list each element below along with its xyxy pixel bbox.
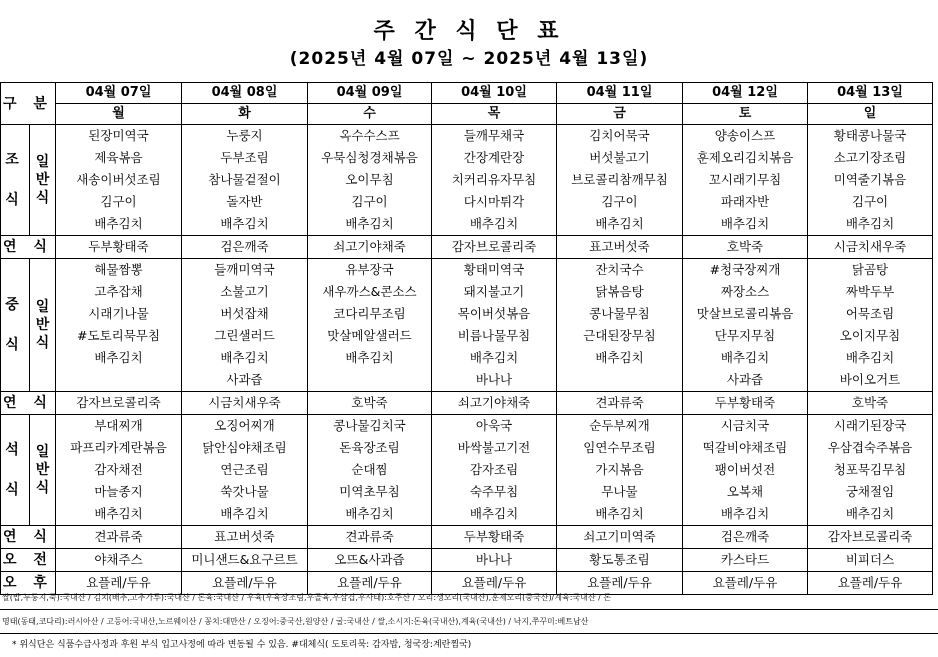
menu-item: 들깨무채국 xyxy=(432,125,557,148)
porridge-label: 연 식 xyxy=(1,392,56,415)
menu-item: 숙주무침 xyxy=(432,481,557,503)
menu-item: 새송이버섯조림 xyxy=(56,169,182,191)
menu-item: 양송이스프 xyxy=(683,125,808,148)
porridge-item: 감자브로콜리죽 xyxy=(56,392,182,415)
am-snack-item: 황도통조림 xyxy=(557,549,683,572)
menu-item: 배추김치 xyxy=(182,347,308,369)
menu-item: 떡갈비야채조림 xyxy=(683,437,808,459)
menu-item: 시래기나물 xyxy=(56,303,182,325)
menu-item: 사과즙 xyxy=(182,369,308,392)
porridge-item: 견과류죽 xyxy=(557,392,683,415)
notes-section xyxy=(0,586,938,656)
menu-item xyxy=(56,369,182,392)
menu-item: 황태미역국 xyxy=(432,259,557,282)
menu-item: 김구이 xyxy=(808,191,933,213)
menu-item: 콩나물김치국 xyxy=(308,415,432,438)
menu-item: 우묵심청경채볶음 xyxy=(308,147,432,169)
menu-item: 팽이버섯전 xyxy=(683,459,808,481)
menu-item: 임연수무조림 xyxy=(557,437,683,459)
menu-item: 배추김치 xyxy=(308,213,432,236)
lunch-type-label: 일 반 식 xyxy=(30,259,56,392)
menu-item: 맛살메알샐러드 xyxy=(308,325,432,347)
day-header: 일 xyxy=(808,104,933,125)
menu-item: 배추김치 xyxy=(182,503,308,526)
menu-item: 어묵조림 xyxy=(808,303,933,325)
menu-item: 누룽지 xyxy=(182,125,308,148)
breakfast-type-label: 일 반 식 xyxy=(30,125,56,236)
porridge-item: 두부황태죽 xyxy=(56,236,182,259)
menu-item: 시금치국 xyxy=(683,415,808,438)
menu-item: 감자채전 xyxy=(56,459,182,481)
day-header: 금 xyxy=(557,104,683,125)
menu-item: 치커리유자무침 xyxy=(432,169,557,191)
menu-item: 황태콩나물국 xyxy=(808,125,933,148)
menu-item: 다시마튀각 xyxy=(432,191,557,213)
menu-item: 들깨미역국 xyxy=(182,259,308,282)
day-header: 수 xyxy=(308,104,432,125)
menu-item: 소불고기 xyxy=(182,281,308,303)
menu-item: 유부장국 xyxy=(308,259,432,282)
pm-snack-item: 요플레/두유 xyxy=(432,572,557,595)
menu-item: 닭안심야채조림 xyxy=(182,437,308,459)
menu-item: 된장미역국 xyxy=(56,125,182,148)
menu-item: 배추김치 xyxy=(182,213,308,236)
menu-item: 목이버섯볶음 xyxy=(432,303,557,325)
menu-item: 비름나물무침 xyxy=(432,325,557,347)
menu-item: 닭볶음탕 xyxy=(557,281,683,303)
menu-item: 버섯불고기 xyxy=(557,147,683,169)
menu-item: 코다리무조림 xyxy=(308,303,432,325)
porridge-item: 표고버섯죽 xyxy=(557,236,683,259)
menu-item: 옥수수스프 xyxy=(308,125,432,148)
menu-item: 김구이 xyxy=(308,191,432,213)
menu-item: 새우까스&콘소스 xyxy=(308,281,432,303)
porridge-item: 쇠고기야채죽 xyxy=(308,236,432,259)
lunch-label: 중 식 xyxy=(1,259,30,392)
date-header: 04월 09일 xyxy=(308,83,432,104)
menu-item: 배추김치 xyxy=(557,503,683,526)
menu-item: 배추김치 xyxy=(56,347,182,369)
pm-snack-item: 요플레/두유 xyxy=(683,572,808,595)
menu-item: 김구이 xyxy=(557,191,683,213)
menu-item: 무나물 xyxy=(557,481,683,503)
menu-item: 오복채 xyxy=(683,481,808,503)
menu-item: 오이무침 xyxy=(308,169,432,191)
menu-item: #청국장찌개 xyxy=(683,259,808,282)
menu-item: 단무지무침 xyxy=(683,325,808,347)
menu-item: 배추김치 xyxy=(432,503,557,526)
menu-item xyxy=(308,369,432,392)
menu-item: 버섯잡채 xyxy=(182,303,308,325)
porridge-item: 호박죽 xyxy=(683,236,808,259)
porridge-item: 검은깨죽 xyxy=(683,526,808,549)
menu-item: 사과즙 xyxy=(683,369,808,392)
menu-item: 아욱국 xyxy=(432,415,557,438)
origin-note: 명태(동태,코다리):러시아산 / 고등어:국내산,노르웨이산 / 꽁치:대만산 / 오징어:중국산,원양산 / 굴:국내산 / 쌀,소시지:돈육(국내산),계육(국내산) / 낙지,쭈꾸미:베트남산 xyxy=(0,610,938,634)
menu-item: 꼬시래기무침 xyxy=(683,169,808,191)
menu-item: 두부조림 xyxy=(182,147,308,169)
pm-snack-item: 요플레/두유 xyxy=(182,572,308,595)
menu-item: 배추김치 xyxy=(432,213,557,236)
menu-item: 바이오거트 xyxy=(808,369,933,392)
menu-item: 파프리카계란볶음 xyxy=(56,437,182,459)
menu-item: 브로콜리참깨무침 xyxy=(557,169,683,191)
date-header: 04월 07일 xyxy=(56,83,182,104)
menu-item: 맛살브로콜리볶음 xyxy=(683,303,808,325)
header-label: 구 분 xyxy=(1,83,56,125)
porridge-item: 쇠고기야채죽 xyxy=(432,392,557,415)
am-snack-item: 미니샌드&요구르트 xyxy=(182,549,308,572)
porridge-item: 시금치새우죽 xyxy=(808,236,933,259)
porridge-item: 쇠고기미역죽 xyxy=(557,526,683,549)
menu-item: 시래기된장국 xyxy=(808,415,933,438)
menu-item xyxy=(557,369,683,392)
day-header: 목 xyxy=(432,104,557,125)
menu-item: 짜박두부 xyxy=(808,281,933,303)
day-header: 월 xyxy=(56,104,182,125)
menu-item: 순두부찌개 xyxy=(557,415,683,438)
menu-item: 훈제오리김치볶음 xyxy=(683,147,808,169)
menu-item: 바싹불고기전 xyxy=(432,437,557,459)
porridge-item: 두부황태죽 xyxy=(432,526,557,549)
porridge-item: 호박죽 xyxy=(808,392,933,415)
day-header: 토 xyxy=(683,104,808,125)
menu-item: 배추김치 xyxy=(56,213,182,236)
menu-item: 파래자반 xyxy=(683,191,808,213)
am-snack-item: 야채주스 xyxy=(56,549,182,572)
menu-item: 오이지무침 xyxy=(808,325,933,347)
porridge-item: 감자브로콜리죽 xyxy=(432,236,557,259)
menu-period: (2025년 4월 07일 ~ 2025년 4월 13일) xyxy=(289,49,649,69)
footnote: * 위식단은 식품수급사정과 후원 부식 입고사정에 따라 변동될 수 있음. #대체식( 도토리묵: 감자밥, 청국장:계란찜국) xyxy=(12,640,472,650)
menu-item: 배추김치 xyxy=(808,347,933,369)
menu-item: 참나물겉절이 xyxy=(182,169,308,191)
am-snack-item: 비피더스 xyxy=(808,549,933,572)
am-snack-item: 바나나 xyxy=(432,549,557,572)
menu-item: 배추김치 xyxy=(683,347,808,369)
page-title: 주 간 식 단 표 xyxy=(373,19,565,44)
porridge-item: 견과류죽 xyxy=(56,526,182,549)
menu-item: 연근조림 xyxy=(182,459,308,481)
menu-item: 감자조림 xyxy=(432,459,557,481)
menu-item: 바나나 xyxy=(432,369,557,392)
menu-item: 간장계란장 xyxy=(432,147,557,169)
date-header: 04월 10일 xyxy=(432,83,557,104)
menu-item: 배추김치 xyxy=(683,503,808,526)
porridge-label: 연 식 xyxy=(1,236,56,259)
menu-item: 해물짬뽕 xyxy=(56,259,182,282)
porridge-item: 두부황태죽 xyxy=(683,392,808,415)
menu-item: 잔치국수 xyxy=(557,259,683,282)
pm-snack-item: 요플레/두유 xyxy=(808,572,933,595)
menu-item: 우삼겹숙주볶음 xyxy=(808,437,933,459)
menu-item: 김치어묵국 xyxy=(557,125,683,148)
menu-item: 돌자반 xyxy=(182,191,308,213)
menu-item: 고추잡채 xyxy=(56,281,182,303)
breakfast-label: 조 식 xyxy=(1,125,30,236)
pm-snack-item: 요플레/두유 xyxy=(56,572,182,595)
menu-item: 오징어찌개 xyxy=(182,415,308,438)
menu-item: 근대된장무침 xyxy=(557,325,683,347)
menu-item: 콩나물무침 xyxy=(557,303,683,325)
menu-item: 닭곰탕 xyxy=(808,259,933,282)
date-header: 04월 08일 xyxy=(182,83,308,104)
pm-snack-item: 요플레/두유 xyxy=(557,572,683,595)
day-header: 화 xyxy=(182,104,308,125)
menu-item: 배추김치 xyxy=(308,347,432,369)
menu-item: 가지볶음 xyxy=(557,459,683,481)
date-header: 04월 13일 xyxy=(808,83,933,104)
date-header: 04월 12일 xyxy=(683,83,808,104)
menu-item: 그린샐러드 xyxy=(182,325,308,347)
porridge-item: 표고버섯죽 xyxy=(182,526,308,549)
porridge-item: 시금치새우죽 xyxy=(182,392,308,415)
menu-item: 소고기장조림 xyxy=(808,147,933,169)
porridge-item: 견과류죽 xyxy=(308,526,432,549)
menu-item: 배추김치 xyxy=(808,213,933,236)
menu-item: 부대찌개 xyxy=(56,415,182,438)
am-snack-item: 카스타드 xyxy=(683,549,808,572)
pm-snack-item: 요플레/두유 xyxy=(308,572,432,595)
menu-item: 배추김치 xyxy=(56,503,182,526)
menu-item: 궁채절임 xyxy=(808,481,933,503)
menu-item: 배추김치 xyxy=(808,503,933,526)
menu-item: 마늘종지 xyxy=(56,481,182,503)
menu-item: #도토리묵무침 xyxy=(56,325,182,347)
porridge-item: 감자브로콜리죽 xyxy=(808,526,933,549)
menu-item: 제육볶음 xyxy=(56,147,182,169)
menu-item: 배추김치 xyxy=(683,213,808,236)
am-snack-label: 오 전 xyxy=(1,549,56,572)
menu-item: 청포묵김무침 xyxy=(808,459,933,481)
dinner-label: 석 식 xyxy=(1,415,30,526)
origin-note: 쌀(밥,누룽지,죽):국내산 / 김치(배추,고추가루):국내산 / 돈육:국내산 / 우육(우육장조림,우골육,우삼겹,우사태):호주산 / 오리:생오리(국내산),훈제오리(중국산)/계육:국내산 / 돈 xyxy=(0,586,938,610)
menu-item: 돈육장조림 xyxy=(308,437,432,459)
menu-item: 순대찜 xyxy=(308,459,432,481)
menu-item: 배추김치 xyxy=(557,347,683,369)
porridge-item: 검은깨죽 xyxy=(182,236,308,259)
porridge-item: 호박죽 xyxy=(308,392,432,415)
menu-item: 쑥갓나물 xyxy=(182,481,308,503)
menu-item: 김구이 xyxy=(56,191,182,213)
pm-snack-label: 오 후 xyxy=(1,572,56,595)
date-header: 04월 11일 xyxy=(557,83,683,104)
menu-item: 돼지불고기 xyxy=(432,281,557,303)
dinner-type-label: 일 반 식 xyxy=(30,415,56,526)
menu-item: 미역초무침 xyxy=(308,481,432,503)
menu-item: 배추김치 xyxy=(557,213,683,236)
menu-item: 배추김치 xyxy=(308,503,432,526)
porridge-label: 연 식 xyxy=(1,526,56,549)
am-snack-item: 오뜨&사과즙 xyxy=(308,549,432,572)
weekly-menu-table xyxy=(0,82,933,595)
menu-item: 배추김치 xyxy=(432,347,557,369)
menu-item: 미역줄기볶음 xyxy=(808,169,933,191)
menu-item: 짜장소스 xyxy=(683,281,808,303)
